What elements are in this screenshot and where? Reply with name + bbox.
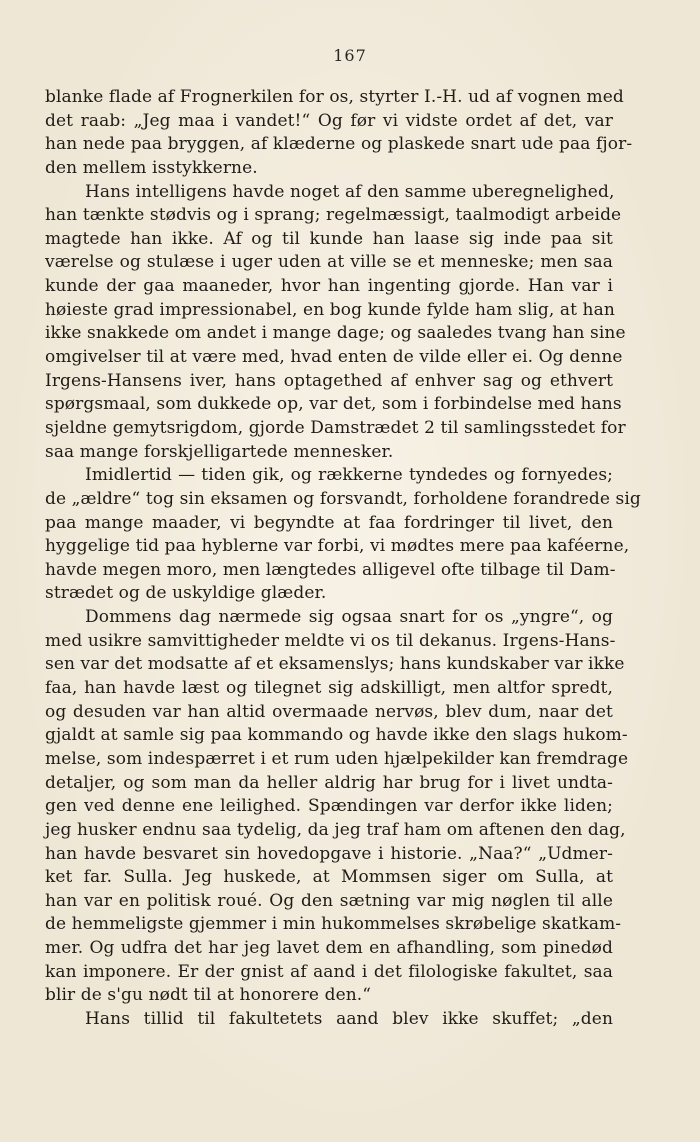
text-line: og desuden var han altid overmaade nervøs, blev dum, naar det: [45, 701, 613, 722]
text-line: mer. Og udfra det har jeg lavet dem en afhandling, som pinedød: [45, 938, 613, 959]
text-line: omgivelser til at være med, hvad enten de vilde eller ei. Og denne: [45, 347, 623, 368]
text-line: de hemmeligste gjemmer i min hukommelses skrøbelige skatkam-: [45, 914, 622, 935]
text-line: ikke snakkede om andet i mange dage; og saaledes tvang han sine: [45, 323, 626, 344]
text-line: hyggelige tid paa hyblerne var forbi, vi mødtes mere paa kaféerne,: [45, 536, 630, 557]
paragraph-first-line: Imidlertid — tiden gik, og rækkerne tyndedes og fornyedes;: [85, 465, 613, 486]
text-line: det raab: „Jeg maa i vandet!“ Og før vi vidste ordet af det, var: [45, 110, 613, 131]
text-line: han nede paa bryggen, af klæderne og plaskede snart ude paa fjor-: [45, 134, 633, 155]
text-line: han tænkte stødvis og i sprang; regelmæssigt, taalmodigt arbeide: [45, 205, 622, 226]
text-line: blir de s'gu nødt til at honorere den.“: [45, 985, 372, 1006]
text-line: han var en politisk roué. Og den sætning var mig nøglen til alle: [45, 890, 613, 911]
text-line: de „ældre“ tog sin eksamen og forsvandt, forholdene forandrede sig: [45, 488, 641, 509]
text-line: den mellem isstykkerne.: [45, 157, 258, 178]
paragraph-first-line: Hans intelligens havde noget af den samme uberegnelighed,: [85, 181, 615, 202]
page-number: 167: [333, 46, 367, 65]
text-line: spørgsmaal, som dukkede op, var det, som i forbindelse med hans: [45, 394, 622, 415]
text-line: detaljer, og som man da heller aldrig har brug for i livet undta-: [45, 772, 613, 793]
text-line: høieste grad impressionabel, en bog kunde fylde ham slig, at han: [45, 299, 615, 320]
text-line: faa, han havde læst og tilegnet sig adskilligt, men altfor spredt,: [45, 678, 613, 699]
text-line: blanke flade af Frognerkilen for os, styrter I.-H. ud af vognen med: [45, 87, 624, 107]
text-line: melse, som indespærret i et rum uden hjælpekilder kan fremdrage: [45, 748, 629, 769]
text-line: ket far. Sulla. Jeg huskede, at Mommsen siger om Sulla, at: [45, 867, 613, 888]
text-line: saa mange forskjelligartede mennesker.: [45, 441, 394, 462]
text-line: gen ved denne ene leilighed. Spændingen var derfor ikke liden;: [45, 796, 613, 817]
text-line: med usikre samvittigheder meldte vi os til dekanus. Irgens-Hans-: [45, 630, 616, 651]
text-line: magtede han ikke. Af og til kunde han laase sig inde paa sit: [45, 228, 613, 249]
text-line: sjeldne gemytsrigdom, gjorde Damstrædet 2 til samlingsstedet for: [45, 417, 626, 438]
text-line: strædet og de uskyldige glæder.: [45, 583, 327, 604]
text-line: værelse og stulæse i uger uden at ville se et menneske; men saa: [45, 252, 613, 273]
text-line: sen var det modsatte af et eksamenslys; hans kundskaber var ikke: [45, 654, 625, 675]
text-line: kan imponere. Er der gnist af aand i det filologiske fakultet, saa: [45, 961, 613, 982]
text-line: havde megen moro, men længtedes alligevel ofte tilbage til Dam-: [45, 559, 616, 580]
text-line: kunde der gaa maaneder, hvor han ingenting gjorde. Han var i: [45, 276, 613, 297]
text-line: Irgens-Hansens iver, hans optagethed af enhver sag og ethvert: [45, 370, 613, 391]
text-line: gjaldt at samle sig paa kommando og havde ikke den slags hukom-: [45, 725, 628, 746]
text-line: jeg husker endnu saa tydelig, da jeg traf ham om aftenen den dag,: [45, 819, 626, 840]
text-line: han havde besvaret sin hovedopgave i historie. „Naa?“ „Udmer-: [45, 843, 613, 864]
text-line: paa mange maader, vi begyndte at faa fordringer til livet, den: [45, 512, 613, 533]
paragraph-first-line: Hans tillid til fakultetets aand blev ikke skuffet; „den: [85, 1008, 613, 1029]
paragraph-first-line: Dommens dag nærmede sig ogsaa snart for os „yngre“, og: [85, 607, 613, 628]
body-text: [45, 86, 641, 1032]
